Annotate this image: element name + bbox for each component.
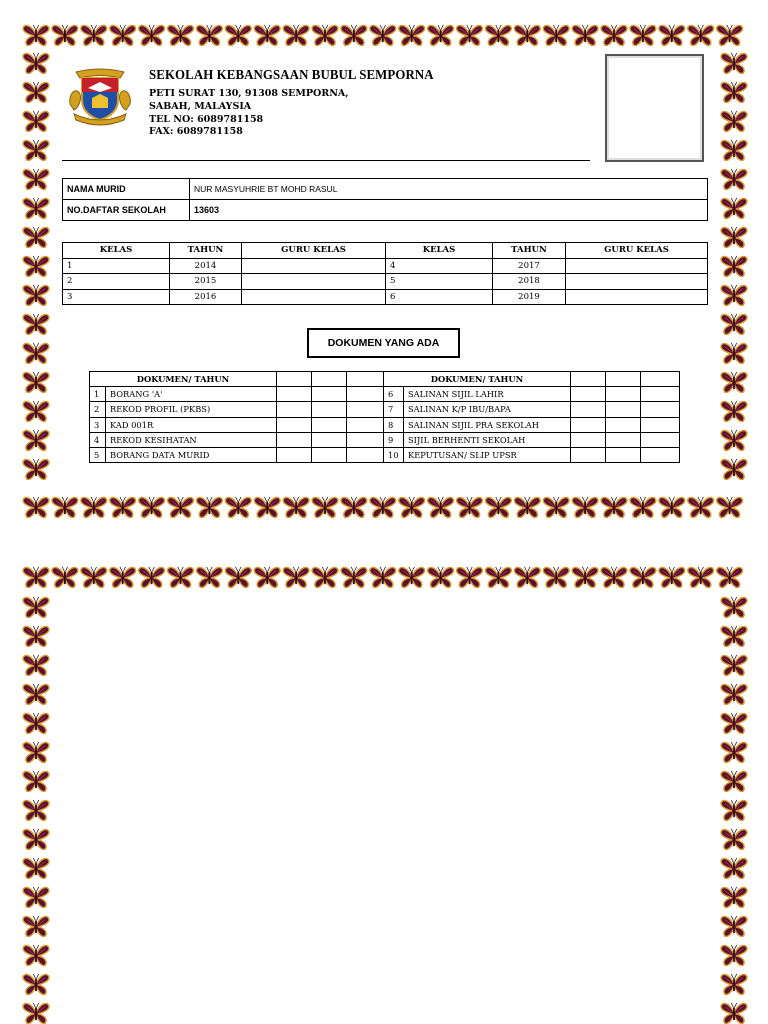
butterfly-icon — [23, 829, 49, 850]
student-reg-row — [63, 200, 708, 221]
doc-number: 7 — [384, 402, 404, 417]
doc-name: KEPUTUSAN/ SLIP UPSR — [404, 447, 571, 462]
header-divider — [62, 160, 590, 161]
doc-name: REKOD PROFIL (PKBS) — [106, 402, 277, 417]
butterfly-icon — [514, 567, 540, 588]
butterfly-icon — [721, 742, 747, 763]
check-cell — [571, 402, 606, 417]
butterfly-icon — [721, 858, 747, 879]
butterfly-icon — [457, 567, 483, 588]
tahun-cell: 2016 — [170, 289, 242, 305]
table-row — [90, 402, 680, 417]
butterfly-icon — [196, 567, 222, 588]
header-kelas: KELAS — [386, 243, 493, 259]
check-cell — [606, 417, 641, 432]
check-cell — [641, 402, 680, 417]
doc-number: 8 — [384, 417, 404, 432]
butterfly-icon — [721, 945, 747, 966]
butterfly-icon — [717, 567, 743, 588]
doc-name: SALINAN K/P IBU/BAPA — [404, 402, 571, 417]
butterfly-icon — [23, 771, 49, 792]
check-cell — [277, 387, 312, 402]
check-cell — [347, 447, 384, 462]
doc-name: SIJIL BERHENTI SEKOLAH — [404, 432, 571, 447]
tahun-cell: 2017 — [493, 258, 566, 274]
student-name-row — [63, 179, 708, 200]
butterfly-icon — [721, 684, 747, 705]
doc-number: 3 — [90, 417, 106, 432]
check-cell — [312, 447, 347, 462]
school-crest-icon — [66, 64, 134, 126]
check-cell — [277, 447, 312, 462]
table-row — [63, 258, 708, 274]
check-cell — [641, 432, 680, 447]
kelas-cell: 6 — [386, 289, 493, 305]
header-guru-kelas: GURU KELAS — [566, 243, 708, 259]
butterfly-icon — [23, 1003, 49, 1024]
check-cell — [606, 402, 641, 417]
doc-number: 1 — [90, 387, 106, 402]
butterfly-icon — [399, 567, 425, 588]
butterfly-icon — [630, 567, 656, 588]
check-cell — [277, 417, 312, 432]
butterfly-icon — [721, 887, 747, 908]
doc-number: 10 — [384, 447, 404, 462]
butterfly-icon — [572, 567, 598, 588]
tahun-cell: 2018 — [493, 274, 566, 290]
butterfly-icon — [23, 597, 49, 618]
check-cell — [641, 387, 680, 402]
check-column-header — [641, 372, 680, 387]
doc-number: 6 — [384, 387, 404, 402]
check-cell — [277, 402, 312, 417]
butterfly-icon — [283, 567, 309, 588]
butterfly-icon — [139, 567, 165, 588]
check-column-header — [312, 372, 347, 387]
doc-name: REKOD KESIHATAN — [106, 432, 277, 447]
butterfly-icon — [23, 684, 49, 705]
check-cell — [312, 417, 347, 432]
butterfly-icon — [721, 597, 747, 618]
butterfly-icon — [428, 567, 454, 588]
check-cell — [347, 387, 384, 402]
butterfly-icon — [254, 567, 280, 588]
butterfly-icon — [543, 567, 569, 588]
butterfly-icon — [721, 800, 747, 821]
guru-kelas-cell — [566, 274, 708, 290]
butterfly-icon — [23, 800, 49, 821]
guru-kelas-cell — [242, 289, 386, 305]
check-cell — [277, 432, 312, 447]
check-cell — [606, 432, 641, 447]
doc-name: SALINAN SIJIL PRA SEKOLAH — [404, 417, 571, 432]
butterfly-icon — [110, 567, 136, 588]
butterfly-icon — [23, 887, 49, 908]
butterfly-icon — [81, 567, 107, 588]
documents-section-title: DOKUMEN YANG ADA — [307, 328, 460, 358]
butterfly-icon — [601, 567, 627, 588]
check-cell — [312, 432, 347, 447]
doc-name: SALINAN SIJIL LAHIR — [404, 387, 571, 402]
kelas-cell: 2 — [63, 274, 170, 290]
doc-number: 4 — [90, 432, 106, 447]
check-cell — [571, 387, 606, 402]
guru-kelas-cell — [242, 274, 386, 290]
check-column-header — [347, 372, 384, 387]
butterfly-icon — [721, 771, 747, 792]
butterfly-icon — [721, 829, 747, 850]
butterfly-icon — [23, 945, 49, 966]
check-cell — [606, 447, 641, 462]
butterfly-icon — [168, 567, 194, 588]
school-tel: TEL NO: 6089781158 — [149, 114, 264, 125]
butterfly-icon — [721, 1003, 747, 1024]
student-name-value: NUR MASYUHRIE BT MOHD RASUL — [190, 179, 708, 200]
header-tahun: TAHUN — [493, 243, 566, 259]
documents-header-right: DOKUMEN/ TAHUN — [384, 372, 571, 387]
table-row — [90, 447, 680, 462]
tahun-cell: 2019 — [493, 289, 566, 305]
kelas-cell: 3 — [63, 289, 170, 305]
photo-placeholder — [605, 54, 704, 162]
check-cell — [347, 402, 384, 417]
butterfly-icon — [23, 655, 49, 676]
check-cell — [312, 387, 347, 402]
check-cell — [571, 417, 606, 432]
butterfly-icon — [23, 626, 49, 647]
kelas-cell: 5 — [386, 274, 493, 290]
check-cell — [347, 417, 384, 432]
school-address-line2: SABAH, MALAYSIA — [149, 101, 252, 112]
doc-name: BORANG 'A' — [106, 387, 277, 402]
butterfly-icon — [312, 567, 338, 588]
table-row — [63, 289, 708, 305]
butterfly-icon — [659, 567, 685, 588]
butterfly-icon — [721, 713, 747, 734]
check-cell — [571, 432, 606, 447]
butterfly-icon — [23, 916, 49, 937]
table-row — [90, 432, 680, 447]
check-cell — [312, 402, 347, 417]
student-reg-value: 13603 — [190, 200, 708, 221]
school-name: SEKOLAH KEBANGSAAN BUBUL SEMPORNA — [149, 68, 434, 83]
doc-name: KAD 001R — [106, 417, 277, 432]
student-info-table — [62, 178, 708, 221]
guru-kelas-cell — [242, 258, 386, 274]
student-name-label: NAMA MURID — [63, 179, 190, 200]
butterfly-icon — [341, 567, 367, 588]
butterfly-icon — [688, 567, 714, 588]
class-history-table — [62, 242, 708, 305]
tahun-cell: 2014 — [170, 258, 242, 274]
butterfly-icon — [485, 567, 511, 588]
guru-kelas-cell — [566, 258, 708, 274]
tahun-cell: 2015 — [170, 274, 242, 290]
documents-table — [89, 371, 680, 463]
check-cell — [347, 432, 384, 447]
header-kelas: KELAS — [63, 243, 170, 259]
check-cell — [641, 417, 680, 432]
butterfly-icon — [52, 567, 78, 588]
butterfly-icon — [23, 974, 49, 995]
check-column-header — [606, 372, 641, 387]
student-reg-label: NO.DAFTAR SEKOLAH — [63, 200, 190, 221]
doc-number: 2 — [90, 402, 106, 417]
butterfly-icon — [225, 567, 251, 588]
check-cell — [641, 447, 680, 462]
guru-kelas-cell — [566, 289, 708, 305]
butterfly-icon — [23, 567, 49, 588]
butterfly-icon — [721, 916, 747, 937]
header-guru-kelas: GURU KELAS — [242, 243, 386, 259]
doc-name: BORANG DATA MURID — [106, 447, 277, 462]
check-cell — [606, 387, 641, 402]
class-history-header-row — [63, 243, 708, 259]
check-column-header — [277, 372, 312, 387]
table-row — [63, 274, 708, 290]
school-address-line1: PETI SURAT 130, 91308 SEMPORNA, — [149, 88, 349, 99]
table-row — [90, 417, 680, 432]
check-column-header — [571, 372, 606, 387]
school-fax: FAX: 6089781158 — [149, 126, 243, 137]
header-tahun: TAHUN — [170, 243, 242, 259]
butterfly-icon — [721, 974, 747, 995]
table-row — [90, 387, 680, 402]
kelas-cell: 1 — [63, 258, 170, 274]
doc-number: 9 — [384, 432, 404, 447]
butterfly-icon — [23, 742, 49, 763]
butterfly-icon — [23, 713, 49, 734]
documents-header-row — [90, 372, 680, 387]
documents-header-left: DOKUMEN/ TAHUN — [90, 372, 277, 387]
butterfly-icon — [721, 626, 747, 647]
butterfly-icon — [23, 858, 49, 879]
check-cell — [571, 447, 606, 462]
butterfly-icon — [721, 655, 747, 676]
butterfly-icon — [370, 567, 396, 588]
doc-number: 5 — [90, 447, 106, 462]
kelas-cell: 4 — [386, 258, 493, 274]
